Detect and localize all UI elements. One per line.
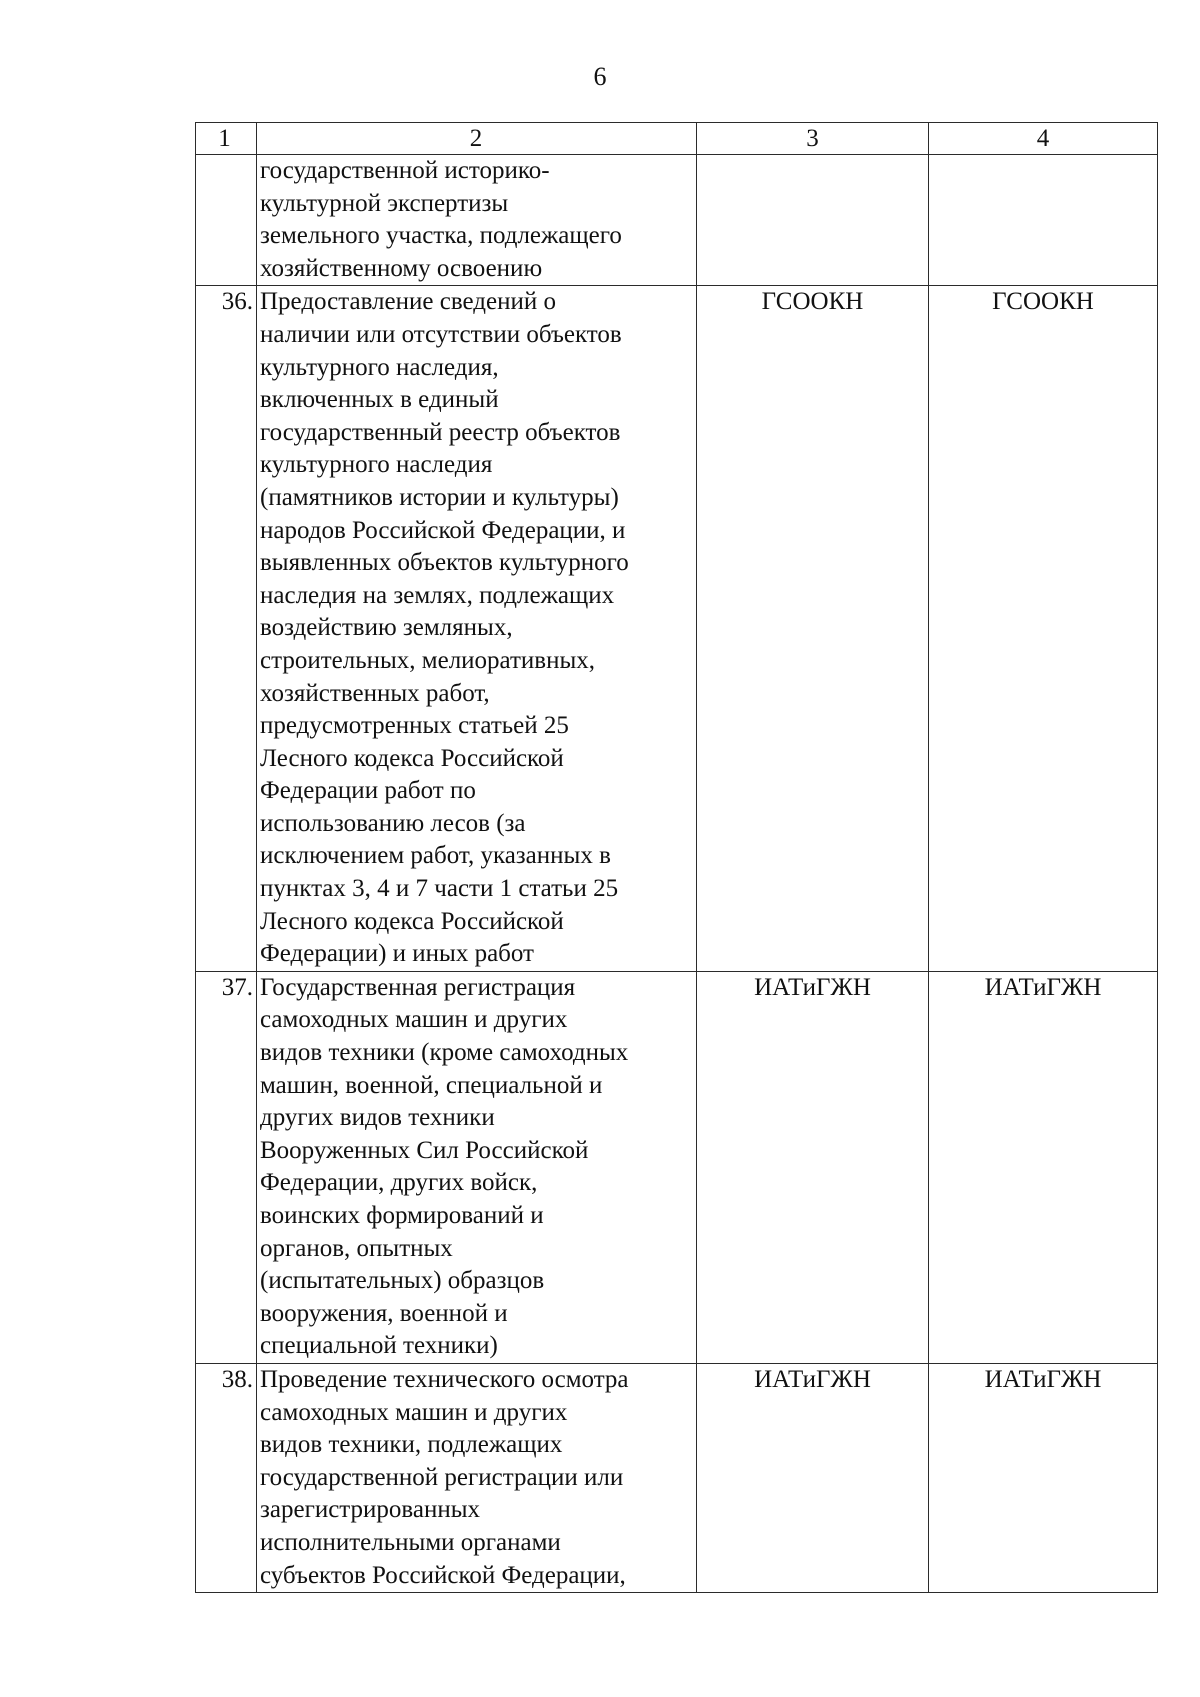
description-line: Вооруженных Сил Российской [260, 1136, 589, 1164]
description-line: видов техники, подлежащих [260, 1431, 563, 1459]
table-body [196, 123, 1158, 1593]
description-line: хозяйственному освоению [260, 254, 543, 282]
service-description [257, 155, 697, 286]
description-line: культурного наследия [260, 451, 493, 479]
column-3-authority: ГСООКН [697, 286, 929, 971]
header-col-1: 1 [196, 123, 257, 155]
description-line: органов, опытных [260, 1234, 453, 1262]
header-col-4: 4 [929, 123, 1158, 155]
column-3-authority: ИАТиГЖН [697, 1363, 929, 1592]
column-3-authority [697, 155, 929, 286]
description-line: самоходных машин и других [260, 1006, 568, 1034]
description-line: Предоставление сведений о [260, 288, 556, 316]
description-line: специальной техники) [260, 1332, 498, 1360]
description-line: зарегистрированных [260, 1496, 481, 1524]
description-line: исключением работ, указанных в [260, 842, 611, 870]
header-col-2: 2 [257, 123, 697, 155]
header-col-3: 3 [697, 123, 929, 155]
description-line: (испытательных) образцов [260, 1267, 545, 1295]
description-line: субъектов Российской Федерации, [260, 1561, 626, 1589]
description-line: воздействию земляных, [260, 614, 513, 642]
row-number [196, 155, 257, 286]
table-row [196, 155, 1158, 286]
description-line: исполнительными органами [260, 1528, 561, 1556]
description-line: пунктах 3, 4 и 7 части 1 статьи 25 [260, 875, 619, 903]
description-line: Лесного кодекса Российской [260, 907, 564, 935]
description-line: Лесного кодекса Российской [260, 744, 564, 772]
description-line: строительных, мелиоративных, [260, 646, 596, 674]
description-line: выявленных объектов культурного [260, 549, 629, 577]
description-line: включенных в единый [260, 386, 499, 414]
row-number: 38. [196, 1363, 257, 1592]
description-line: культурного наследия, [260, 353, 499, 381]
description-line: предусмотренных статьей 25 [260, 712, 569, 740]
row-number: 37. [196, 971, 257, 1363]
description-line: машин, военной, специальной и [260, 1071, 603, 1099]
description-line: Федерации работ по [260, 777, 476, 805]
column-4-authority: ИАТиГЖН [929, 1363, 1158, 1592]
description-line: культурной экспертизы [260, 189, 509, 217]
description-line: (памятников истории и культуры) [260, 483, 619, 511]
description-line: государственной регистрации или [260, 1463, 624, 1491]
description-line: хозяйственных работ, [260, 679, 490, 707]
description-line: земельного участка, подлежащего [260, 222, 622, 250]
service-description [257, 971, 697, 1363]
description-line: народов Российской Федерации, и [260, 516, 626, 544]
table-row [196, 971, 1158, 1363]
table-header-row [196, 123, 1158, 155]
row-number: 36. [196, 286, 257, 971]
description-line: наличии или отсутствии объектов [260, 320, 622, 348]
description-line: вооружения, военной и [260, 1299, 508, 1327]
description-line: Проведение технического осмотра [260, 1365, 629, 1393]
service-description [257, 1363, 697, 1592]
description-line: использованию лесов (за [260, 809, 526, 837]
table-row [196, 1363, 1158, 1592]
description-line: воинских формирований и [260, 1202, 544, 1229]
column-4-authority [929, 155, 1158, 286]
page-number: 6 [593, 62, 607, 91]
description-line: других видов техники [260, 1104, 495, 1132]
services-table [195, 122, 1158, 1593]
description-line: Федерации) и иных работ [260, 940, 534, 968]
description-line: государственной историко- [260, 157, 550, 184]
column-4-authority: ИАТиГЖН [929, 971, 1158, 1363]
description-line: самоходных машин и других [260, 1398, 568, 1426]
description-line: наследия на землях, подлежащих [260, 581, 615, 609]
column-4-authority: ГСООКН [929, 286, 1158, 971]
service-description [257, 286, 697, 971]
table-row [196, 286, 1158, 971]
description-line: Федерации, других войск, [260, 1169, 538, 1197]
description-line: Государственная регистрация [260, 973, 576, 1001]
description-line: государственный реестр объектов [260, 418, 621, 446]
description-line: видов техники (кроме самоходных [260, 1039, 629, 1067]
column-3-authority: ИАТиГЖН [697, 971, 929, 1363]
